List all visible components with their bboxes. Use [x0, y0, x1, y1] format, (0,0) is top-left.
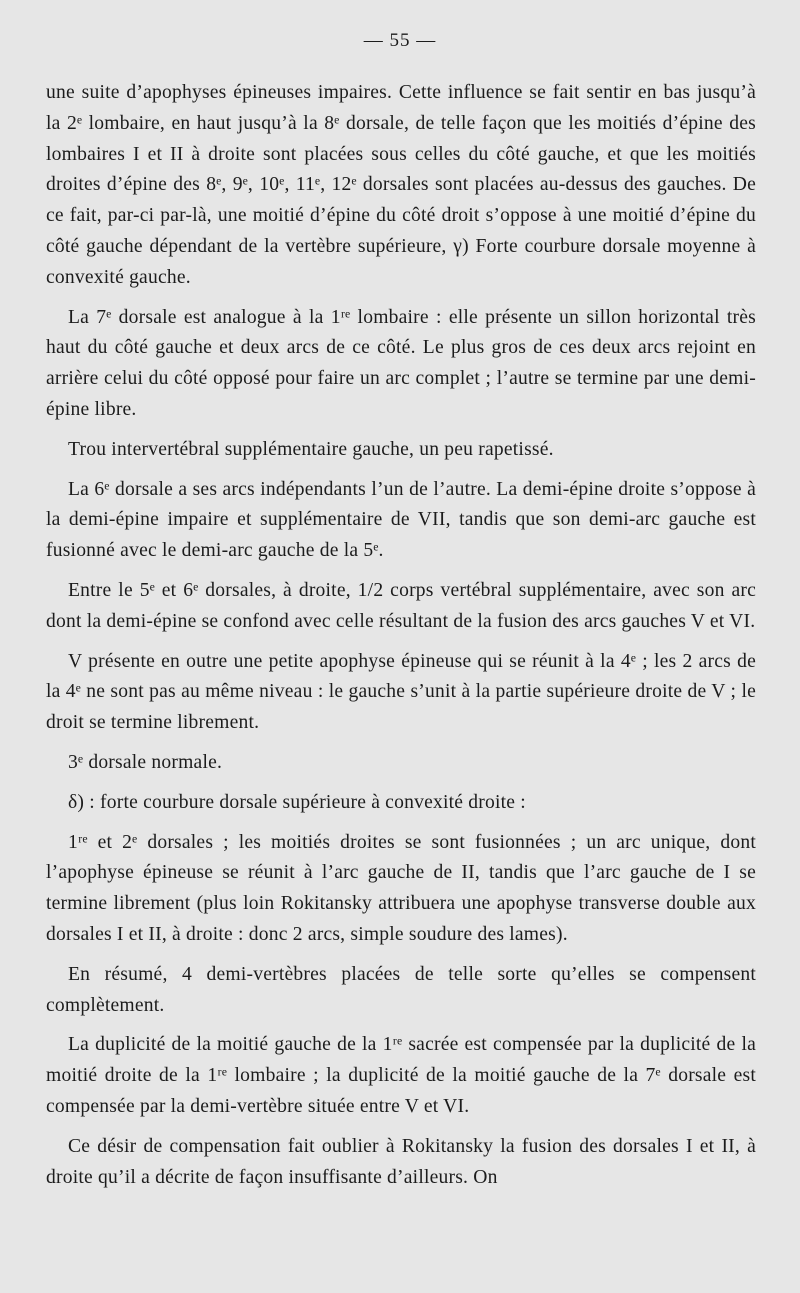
- paragraph: Entre le 5ᵉ et 6ᵉ dorsales, à droite, 1/2 corps vertébral supplémentaire, avec son arc dont la demi-épine se confond avec celle résultant de la fusion des arcs gauches V et VI.: [46, 579, 756, 632]
- paragraph: V présente en outre une petite apophyse épineuse qui se réunit à la 4ᵉ ; les 2 arcs de la 4ᵉ ne sont pas au même niveau : le gauche s’unit à la partie supérieure droite de V ; le droit se termine librement.: [46, 650, 756, 734]
- paragraph: une suite d’apophyses épineuses impaires. Cette influence se fait sentir en bas jusqu’à la 2ᵉ lombaire, en haut jusqu’à la 8ᵉ dorsale, de telle façon que les moitiés d’épine des lombaires I et II à droite sont placées sous celles du côté gauche, et que les moitiés droites d’épine des 8ᵉ, 9ᵉ, 10ᵉ, 11ᵉ, 12ᵉ dorsales sont placées au-dessus des gauches. De ce fait, par-ci par-là, une moitié d’épine du côté droit s’oppose à une moitié d’épine du côté gauche dépendant de la vertèbre supérieure, γ) Forte courbure dorsale moyenne à convexité gauche.: [46, 82, 756, 288]
- body-text: [46, 78, 756, 1202]
- paragraph: La 7ᵉ dorsale est analogue à la 1ʳᵉ lombaire : elle présente un sillon horizontal très haut du côté gauche et deux arcs de ce côté. Le plus gros de ces deux arcs rejoint en arrière celui du côté opposé pour faire un arc complet ; l’autre se termine par une demi-épine libre.: [46, 306, 756, 420]
- paragraph: 1ʳᵉ et 2ᵉ dorsales ; les moitiés droites se sont fusionnées ; un arc unique, dont l’apophyse épineuse se réunit à l’arc gauche de II, tandis que l’arc gauche de I se termine librement (plus loin Rokitansky attribuera une apophyse transverse double aux dorsales I et II, à droite : donc 2 arcs, simple soudure des lames).: [46, 831, 756, 945]
- paragraph: 3ᵉ dorsale normale.: [68, 751, 223, 773]
- paragraph: Ce désir de compensation fait oublier à Rokitansky la fusion des dorsales I et II, à droite qu’il a décrite de façon insuffisante d’ailleurs. On: [46, 1135, 756, 1188]
- paragraph: En résumé, 4 demi-vertèbres placées de telle sorte qu’elles se compensent complètement.: [46, 963, 756, 1016]
- paragraph: δ) : forte courbure dorsale supérieure à convexité droite :: [68, 791, 526, 813]
- page-number: — 55 —: [363, 30, 437, 51]
- paragraph: La 6ᵉ dorsale a ses arcs indépendants l’un de l’autre. La demi-épine droite s’oppose à la demi-épine impaire et supplémentaire de VII, tandis que son demi-arc gauche est fusionné avec le demi-arc gauche de la 5ᵉ.: [46, 478, 756, 562]
- paragraph: Trou intervertébral supplémentaire gauche, un peu rapetissé.: [68, 438, 554, 460]
- paragraph: La duplicité de la moitié gauche de la 1ʳᵉ sacrée est compensée par la duplicité de la moitié droite de la 1ʳᵉ lombaire ; la duplicité de la moitié gauche de la 7ᵉ dorsale est compensée par la demi-vertèbre située entre V et VI.: [46, 1034, 756, 1117]
